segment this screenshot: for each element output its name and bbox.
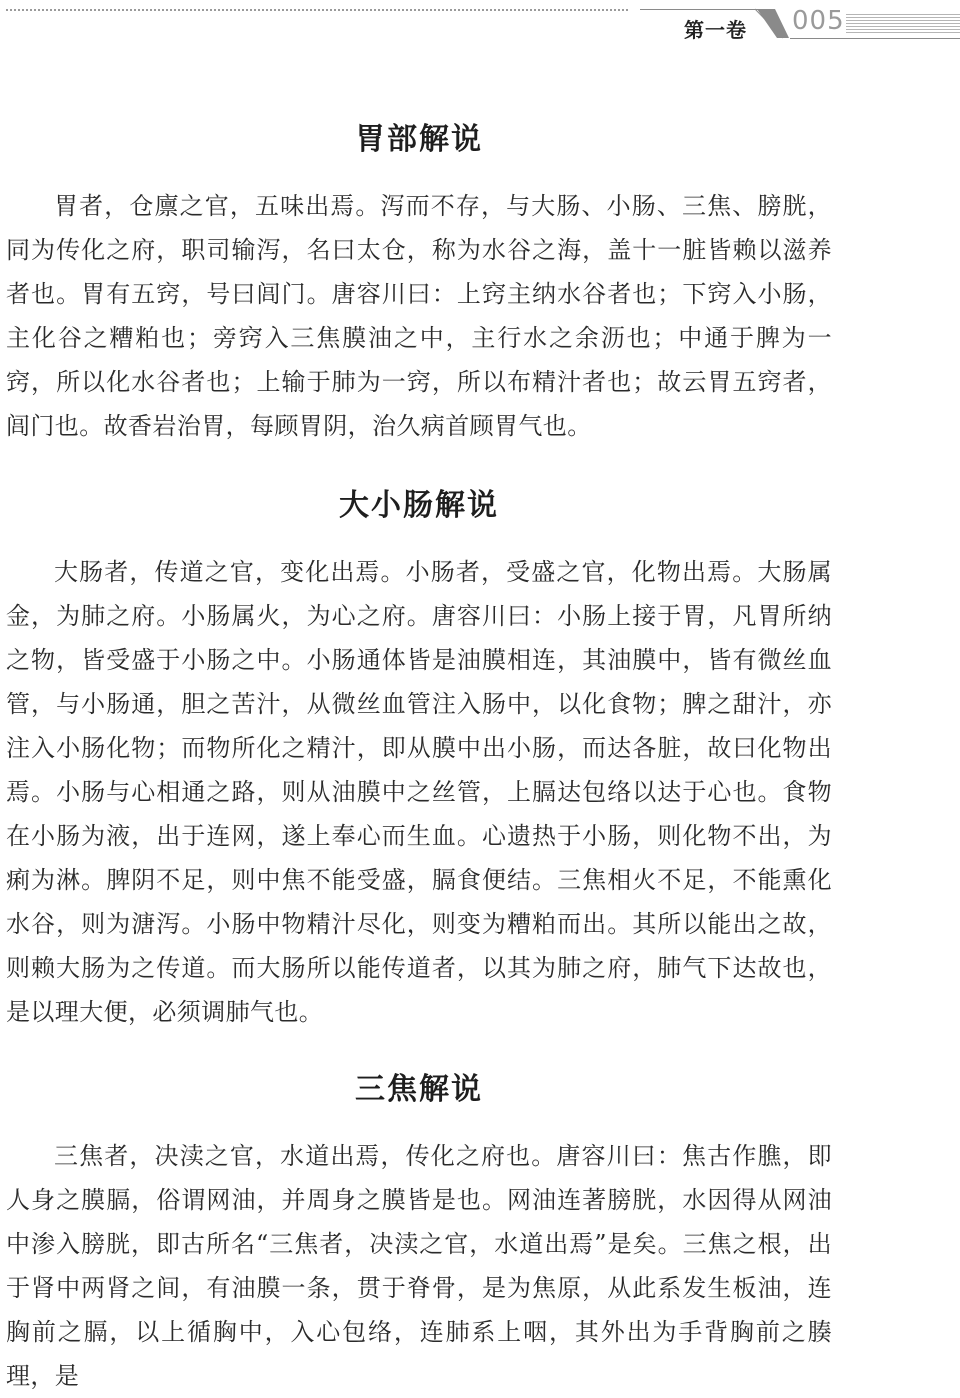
section-title: 三焦解说: [355, 1072, 483, 1107]
header-hatch-pattern: [846, 14, 960, 34]
section-title: 大小肠解说: [339, 488, 499, 523]
section-body: 三焦者，决渎之官，水道出焉，传化之府也。唐容川曰：焦古作膲，即人身之膜膈，俗谓网油，并周身之膜皆是也。网油连著膀胱，水因得从网油中渗入膀胱，即古所名“三焦者，决渎之官，水道出焉”是矣。三焦之根，出于肾中两肾之间，有油膜一条，贯于脊骨，是为焦原，从此系发生板油，连胸前之膈，以上循胸中，入心包络，连肺系上咽，其外出为手背胸前之腠理，是: [6, 1142, 832, 1390]
section-body: 大肠者，传道之官，变化出焉。小肠者，受盛之官，化物出焉。大肠属金，为肺之府。小肠属火，为心之府。唐容川曰：小肠上接于胃，凡胃所纳之物，皆受盛于小肠之中。小肠通体皆是油膜相连，其油膜中，皆有微丝血管，与小肠通，胆之苦汁，从微丝血管注入肠中，以化食物；脾之甜汁，亦注入小肠化物；而物所化之精汁，即从膜中出小肠，而达各脏，故曰化物出焉。小肠与心相通之路，则从油膜中之丝管，上膈达包络以达于心也。食物在小肠为液，出于连网，遂上奉心而生血。心遗热于小肠，则化物不出，为痢为淋。脾阴不足，则中焦不能受盛，膈食便结。三焦相火不足，不能熏化水谷，则为溏泻。小肠中物精汁尽化，则变为糟粕而出。其所以能出之故，则赖大肠为之传道。而大肠所以能传道者，以其为肺之府，肺气下达故也，是以理大便，必须调肺气也。: [6, 558, 832, 1026]
volume-label: 第一卷: [684, 18, 747, 42]
header-top-rule: [640, 9, 758, 10]
section-sanjiao: [6, 1070, 832, 1398]
section-title: 胃部解说: [355, 122, 483, 157]
page-header: [0, 0, 960, 44]
header-bottom-rule: [790, 38, 960, 39]
page-number: 005: [792, 6, 845, 36]
section-body: 胃者，仓廪之官，五味出焉。泻而不存，与大肠、小肠、三焦、膀胱，同为传化之府，职司输泻，名曰太仓，称为水谷之海，盖十一脏皆赖以滋养者也。胃有五窍，号曰闾门。唐容川曰：上窍主纳水谷者也；下窍入小肠，主化谷之糟粕也；旁窍入三焦膜油之中，主行水之余沥也；中通于脾为一窍，所以化水谷者也；上输于肺为一窍，所以布精汁者也；故云胃五窍者，闾门也。故香岩治胃，每顾胃阴，治久病首顾胃气也。: [6, 192, 832, 440]
section-intestines: [6, 486, 832, 1034]
header-notch-icon: [755, 8, 791, 40]
section-stomach: [6, 120, 832, 448]
header-dotted-line: [6, 9, 628, 11]
